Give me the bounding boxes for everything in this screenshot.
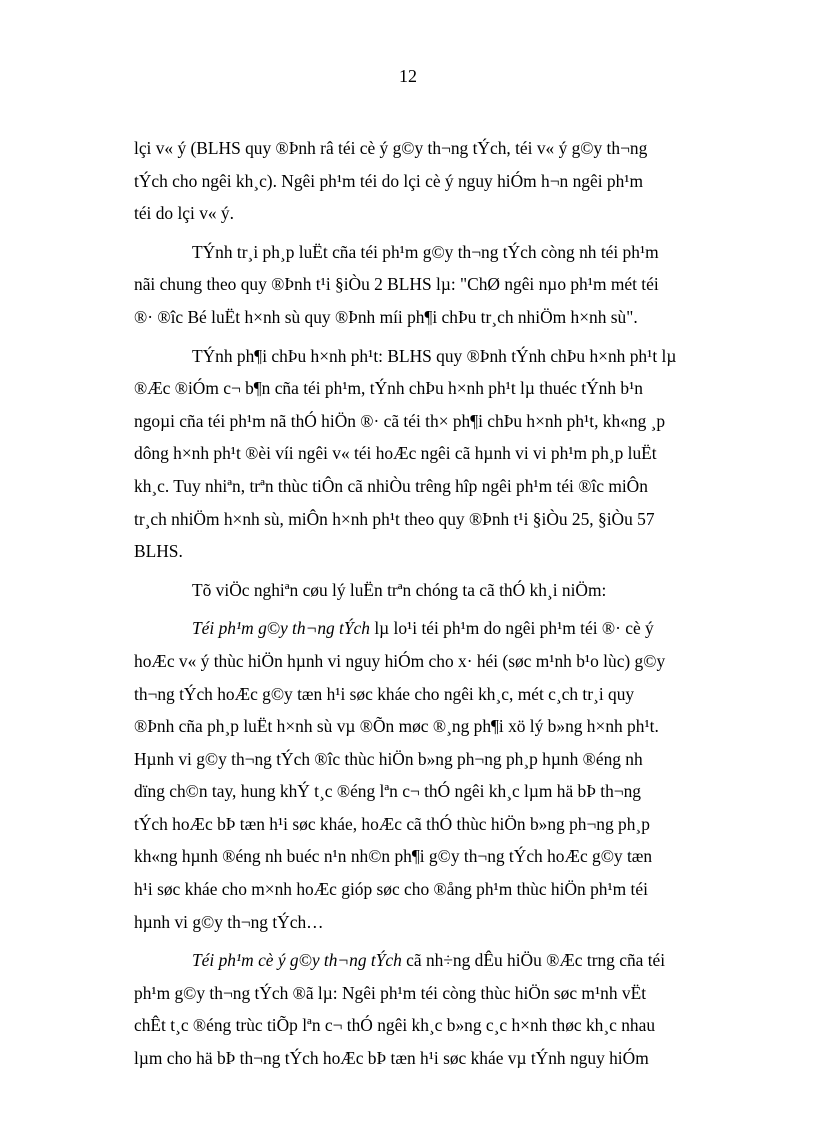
line-text: ngoµi cña téi ph¹m nã thÓ hiÖn ®· cã téi th× ph¶i chÞu h×nh ph¹t, kh«ng ¸p	[134, 410, 666, 431]
text-line	[134, 873, 738, 906]
italic-term: Téi ph¹m g©y th¬ng tÝch	[192, 618, 370, 639]
line-text: TÝnh ph¶i chÞu h×nh ph¹t: BLHS quy ®Þnh tÝnh chÞu h×nh ph¹t lµ	[192, 345, 677, 366]
text-line	[134, 437, 738, 470]
text-line	[134, 405, 738, 438]
line-text: hµnh vi g©y th¬ng tÝch…	[134, 911, 324, 932]
paragraph	[134, 236, 738, 334]
line-text: ®Æc ®iÓm c¬ b¶n cña téi ph¹m, tÝnh chÞu h×nh ph¹t lµ thuéc tÝnh b¹n	[134, 378, 643, 399]
line-text: lµm cho hä bÞ th¬ng tÝch hoÆc bÞ tæn h¹i søc kháe vµ tÝnh nguy hiÓm	[134, 1048, 649, 1069]
line-text: BLHS.	[134, 541, 183, 562]
line-text: th¬ng tÝch hoÆc g©y tæn h¹i søc kháe cho ngêi kh¸c, mét c¸ch tr¸i quy	[134, 683, 635, 704]
text-line	[134, 977, 738, 1010]
line-text: Tõ viÖc nghiªn cøu lý luËn trªn chóng ta cã thÓ kh¸i niÖm:	[192, 579, 607, 600]
line-text: ®Þnh cña ph¸p luËt h×nh sù vµ ®Õn møc ®¸ng ph¶i xö lý b»ng h×nh ph¹t.	[134, 716, 659, 737]
text-line	[134, 906, 738, 939]
text-line	[134, 710, 738, 743]
text-line	[134, 743, 738, 776]
page-number: 12	[399, 66, 417, 86]
line-text: nãi chung theo quy ®Þnh t¹i §iÒu 2 BLHS lµ: "ChØ ngêi nµo ph¹m mét téi	[134, 274, 659, 295]
text-line	[134, 197, 738, 230]
text-line	[134, 1042, 738, 1075]
text-line	[134, 503, 738, 536]
line-text: téi do lçi v« ý.	[134, 203, 234, 224]
line-text: ®· ®îc Bé luËt h×nh sù quy ®Þnh míi ph¶i chÞu tr¸ch nhiÖm h×nh sù".	[134, 306, 638, 327]
text-line	[134, 165, 738, 198]
text-line	[134, 808, 738, 841]
italic-term: Téi ph¹m cè ý g©y th¬ng tÝch	[192, 950, 402, 971]
text-line	[134, 775, 738, 808]
text-line	[134, 268, 738, 301]
line-text: kh¸c. Tuy nhiªn, trªn thùc tiÔn cã nhiÒu trêng hîp ngêi ph¹m téi ®îc miÔn	[134, 475, 648, 496]
line-text: dông h×nh ph¹t ®èi víi ngêi v« téi hoÆc ngêi cã hµnh vi vi ph¹m ph¸p luËt	[134, 443, 657, 464]
line-text: h¹i søc kháe cho m×nh hoÆc gióp søc cho ®ång ph¹m thùc hiÖn ph¹m téi	[134, 879, 648, 900]
line-text: ph¹m g©y th¬ng tÝch ®ã lµ: Ngêi ph¹m téi còng thùc hiÖn søc m¹nh vËt	[134, 982, 647, 1003]
line-text: tÝch hoÆc bÞ tæn h¹i søc kháe, hoÆc cã thÓ thùc hiÖn b»ng ph¬ng ph¸p	[134, 813, 650, 834]
line-text: dïng ch©n tay, hung khÝ t¸c ®éng lªn c¬ thÓ ngêi kh¸c lµm hä bÞ th¬ng	[134, 781, 641, 802]
text-line	[134, 840, 738, 873]
text-line	[134, 236, 738, 269]
text-line	[134, 944, 738, 977]
line-text: Hµnh vi g©y th¬ng tÝch ®îc thùc hiÖn b»ng ph¬ng ph¸p hµnh ®éng nh	[134, 748, 643, 769]
line-text: kh«ng hµnh ®éng nh buéc n¹n nh©n ph¶i g©y th¬ng tÝch hoÆc g©y tæn	[134, 846, 653, 867]
line-text: cã nh÷ng dÊu hiÖu ®Æc trng cña téi	[401, 950, 666, 971]
text-line	[134, 470, 738, 503]
line-text: chÊt t¸c ®éng trùc tiÕp lªn c¬ thÓ ngêi kh¸c b»ng c¸c h×nh thøc kh¸c nhau	[134, 1015, 656, 1036]
text-line	[134, 535, 738, 568]
line-text: tr¸ch nhiÖm h×nh sù, miÔn h×nh ph¹t theo quy ®Þnh t¹i §iÒu 25, §iÒu 57	[134, 508, 655, 529]
text-line	[134, 372, 738, 405]
line-text: lçi v« ý (BLHS quy ®Þnh râ téi cè ý g©y th¬ng tÝch, téi v« ý g©y th¬ng	[134, 138, 648, 158]
line-text: tÝch cho ngêi kh¸c). Ngêi ph¹m téi do lçi cè ý nguy hiÓm h¬n ngêi ph¹m	[134, 170, 643, 191]
body-text	[134, 132, 738, 1081]
text-line	[134, 340, 738, 373]
text-line	[134, 678, 738, 711]
text-line	[134, 1009, 738, 1042]
paragraph	[134, 944, 738, 1074]
paragraph	[134, 340, 738, 568]
paragraph	[134, 612, 738, 938]
line-text: lµ lo¹i téi ph¹m do ngêi ph¹m téi ®· cè ý	[369, 618, 654, 639]
text-line	[134, 301, 738, 334]
paragraph	[134, 132, 738, 230]
line-text: hoÆc v« ý thùc hiÖn hµnh vi nguy hiÓm cho x· héi (søc m¹nh b¹o lùc) g©y	[134, 650, 666, 671]
text-line	[134, 574, 738, 607]
line-text: TÝnh tr¸i ph¸p luËt cña téi ph¹m g©y th¬ng tÝch còng nh téi ph¹m	[192, 241, 659, 262]
text-line	[134, 645, 738, 678]
paragraph	[134, 574, 738, 607]
text-line	[134, 132, 738, 165]
text-line	[134, 612, 738, 645]
